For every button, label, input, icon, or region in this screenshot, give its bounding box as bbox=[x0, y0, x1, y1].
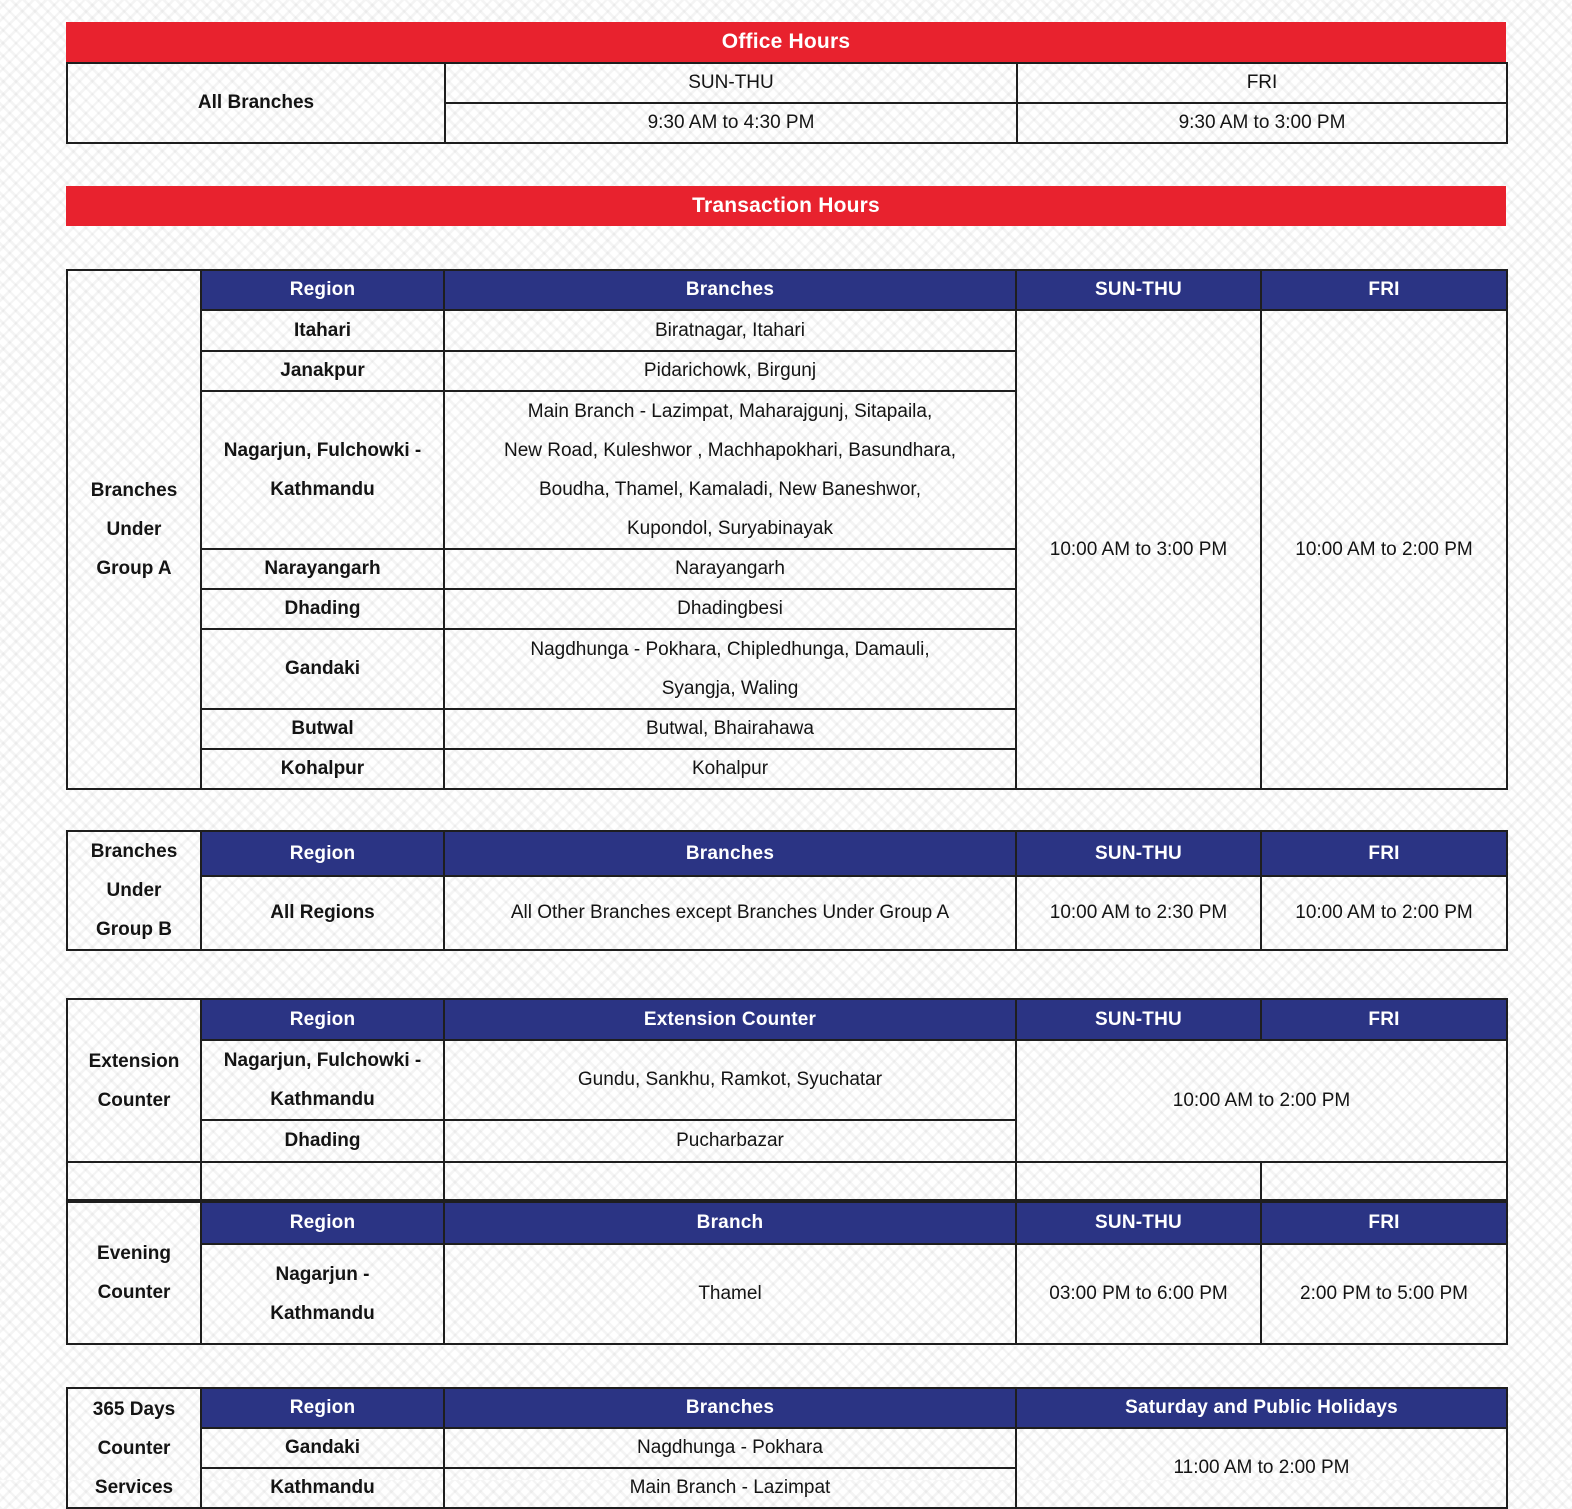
region-cell: Itahari bbox=[201, 310, 444, 351]
label-line: Branches bbox=[90, 841, 178, 862]
table-row bbox=[67, 1202, 1507, 1244]
branches-cell: Biratnagar, Itahari bbox=[444, 310, 1016, 351]
header-sun-thu: SUN-THU bbox=[1016, 999, 1261, 1040]
branches-cell: Pidarichowk, Birgunj bbox=[444, 351, 1016, 391]
branches-cell: Narayangarh bbox=[444, 549, 1016, 589]
empty-cell bbox=[1016, 1162, 1261, 1200]
region-line: Kathmandu bbox=[270, 479, 375, 500]
header-branches: Branches bbox=[444, 831, 1016, 876]
header-branches: Branches bbox=[444, 270, 1016, 310]
transaction-hours-banner: Transaction Hours bbox=[66, 186, 1506, 226]
branches-line: Main Branch - Lazimpat, Maharajgunj, Sitapaila, bbox=[527, 401, 933, 422]
table-row bbox=[67, 1428, 1507, 1468]
header-saturday-holidays: Saturday and Public Holidays bbox=[1016, 1388, 1507, 1428]
label-line: 365 Days bbox=[92, 1398, 176, 1420]
header-sun-thu: SUN-THU bbox=[1016, 831, 1261, 876]
label-line: Group A bbox=[96, 558, 172, 579]
label-line: Evening bbox=[97, 1243, 171, 1264]
region-cell bbox=[201, 1244, 444, 1344]
office-hours-table bbox=[66, 62, 1508, 144]
table-row bbox=[67, 831, 1507, 876]
office-hours-banner: Office Hours bbox=[66, 22, 1506, 62]
header-region: Region bbox=[201, 999, 444, 1040]
header-fri: FRI bbox=[1261, 831, 1507, 876]
evening-counter-table bbox=[66, 1201, 1508, 1345]
table-row bbox=[67, 270, 1507, 310]
branches-cell: All Other Branches except Branches Under Group A bbox=[444, 876, 1016, 950]
header-fri: FRI bbox=[1261, 999, 1507, 1040]
office-col-fri: FRI bbox=[1017, 63, 1507, 103]
header-sun-thu: SUN-THU bbox=[1016, 1202, 1261, 1244]
header-region: Region bbox=[201, 831, 444, 876]
evening-counter-label bbox=[67, 1202, 201, 1344]
days-365-label bbox=[67, 1388, 201, 1508]
branch-cell: Thamel bbox=[444, 1244, 1016, 1344]
label-line: Branches bbox=[90, 480, 178, 501]
header-branches: Branches bbox=[444, 1388, 1016, 1428]
header-region: Region bbox=[201, 1202, 444, 1244]
branches-cell: Kohalpur bbox=[444, 749, 1016, 789]
region-line: Kathmandu bbox=[270, 1089, 375, 1110]
header-fri: FRI bbox=[1261, 270, 1507, 310]
header-sun-thu: SUN-THU bbox=[1016, 270, 1261, 310]
group-a-table bbox=[66, 269, 1508, 790]
branches-cell bbox=[444, 391, 1016, 549]
region-cell: Kohalpur bbox=[201, 749, 444, 789]
counter-cell: Pucharbazar bbox=[444, 1120, 1016, 1162]
region-cell bbox=[201, 391, 444, 549]
group-b-label bbox=[67, 831, 201, 950]
region-cell: All Regions bbox=[201, 876, 444, 950]
table-row bbox=[67, 63, 1507, 103]
table-row bbox=[67, 1388, 1507, 1428]
region-cell: Janakpur bbox=[201, 351, 444, 391]
group-b-sun-thu-hours: 10:00 AM to 2:30 PM bbox=[1016, 876, 1261, 950]
label-line: Group B bbox=[96, 919, 172, 940]
branches-cell bbox=[444, 629, 1016, 709]
office-time-sun-thu: 9:30 AM to 4:30 PM bbox=[445, 103, 1017, 143]
empty-spacer-row bbox=[67, 1162, 1507, 1200]
header-region: Region bbox=[201, 1388, 444, 1428]
branches-cell: Dhadingbesi bbox=[444, 589, 1016, 629]
label-line: Counter bbox=[97, 1282, 171, 1303]
region-cell bbox=[201, 1040, 444, 1120]
table-row bbox=[67, 876, 1507, 950]
region-line: Nagarjun, Fulchowki - bbox=[223, 1050, 422, 1071]
label-line: Under bbox=[106, 519, 162, 540]
empty-cell bbox=[201, 1162, 444, 1200]
table-row bbox=[67, 999, 1507, 1040]
region-line: Nagarjun - bbox=[275, 1264, 370, 1285]
group-a-fri-hours: 10:00 AM to 2:00 PM bbox=[1261, 310, 1507, 789]
branches-cell: Butwal, Bhairahawa bbox=[444, 709, 1016, 749]
empty-cell bbox=[67, 1162, 201, 1200]
header-extension-counter: Extension Counter bbox=[444, 999, 1016, 1040]
group-a-label bbox=[67, 270, 201, 789]
region-cell: Dhading bbox=[201, 589, 444, 629]
group-a-sun-thu-hours: 10:00 AM to 3:00 PM bbox=[1016, 310, 1261, 789]
label-line: Extension bbox=[88, 1050, 180, 1072]
branches-line: New Road, Kuleshwor , Machhapokhari, Basundhara, bbox=[503, 440, 957, 461]
evening-fri-hours: 2:00 PM to 5:00 PM bbox=[1261, 1244, 1507, 1344]
extension-counter-label bbox=[67, 999, 201, 1162]
region-cell: Gandaki bbox=[201, 629, 444, 709]
branches-cell: Nagdhunga - Pokhara bbox=[444, 1428, 1016, 1468]
label-line: Counter bbox=[97, 1089, 171, 1111]
label-line: Services bbox=[94, 1476, 174, 1498]
branches-line: Kupondol, Suryabinayak bbox=[627, 518, 833, 539]
group-b-table bbox=[66, 830, 1508, 951]
days-365-table bbox=[66, 1387, 1508, 1509]
table-row bbox=[67, 1040, 1507, 1120]
region-cell: Dhading bbox=[201, 1120, 444, 1162]
evening-sun-thu-hours: 03:00 PM to 6:00 PM bbox=[1016, 1244, 1261, 1344]
region-cell: Narayangarh bbox=[201, 549, 444, 589]
table-row bbox=[67, 310, 1507, 351]
branches-line: Syangja, Waling bbox=[661, 678, 799, 699]
office-col-sun-thu: SUN-THU bbox=[445, 63, 1017, 103]
extension-hours: 10:00 AM to 2:00 PM bbox=[1016, 1040, 1507, 1162]
empty-cell bbox=[444, 1162, 1016, 1200]
header-branch: Branch bbox=[444, 1202, 1016, 1244]
days-365-hours: 11:00 AM to 2:00 PM bbox=[1016, 1428, 1507, 1508]
branches-line: Boudha, Thamel, Kamaladi, New Baneshwor, bbox=[539, 479, 921, 500]
region-line: Nagarjun, Fulchowki - bbox=[223, 440, 422, 461]
label-line: Under bbox=[106, 880, 162, 901]
empty-cell bbox=[1261, 1162, 1507, 1200]
office-all-branches-label: All Branches bbox=[67, 63, 445, 143]
counter-cell: Gundu, Sankhu, Ramkot, Syuchatar bbox=[444, 1040, 1016, 1120]
branches-line: Nagdhunga - Pokhara, Chipledhunga, Damauli, bbox=[530, 639, 930, 660]
header-fri: FRI bbox=[1261, 1202, 1507, 1244]
header-region: Region bbox=[201, 270, 444, 310]
region-cell: Gandaki bbox=[201, 1428, 444, 1468]
table-row bbox=[67, 1244, 1507, 1344]
region-cell: Butwal bbox=[201, 709, 444, 749]
office-time-fri: 9:30 AM to 3:00 PM bbox=[1017, 103, 1507, 143]
branches-cell: Main Branch - Lazimpat bbox=[444, 1468, 1016, 1508]
extension-counter-table bbox=[66, 998, 1508, 1201]
region-cell: Kathmandu bbox=[201, 1468, 444, 1508]
group-b-fri-hours: 10:00 AM to 2:00 PM bbox=[1261, 876, 1507, 950]
region-line: Kathmandu bbox=[270, 1303, 375, 1324]
label-line: Counter bbox=[97, 1437, 171, 1459]
